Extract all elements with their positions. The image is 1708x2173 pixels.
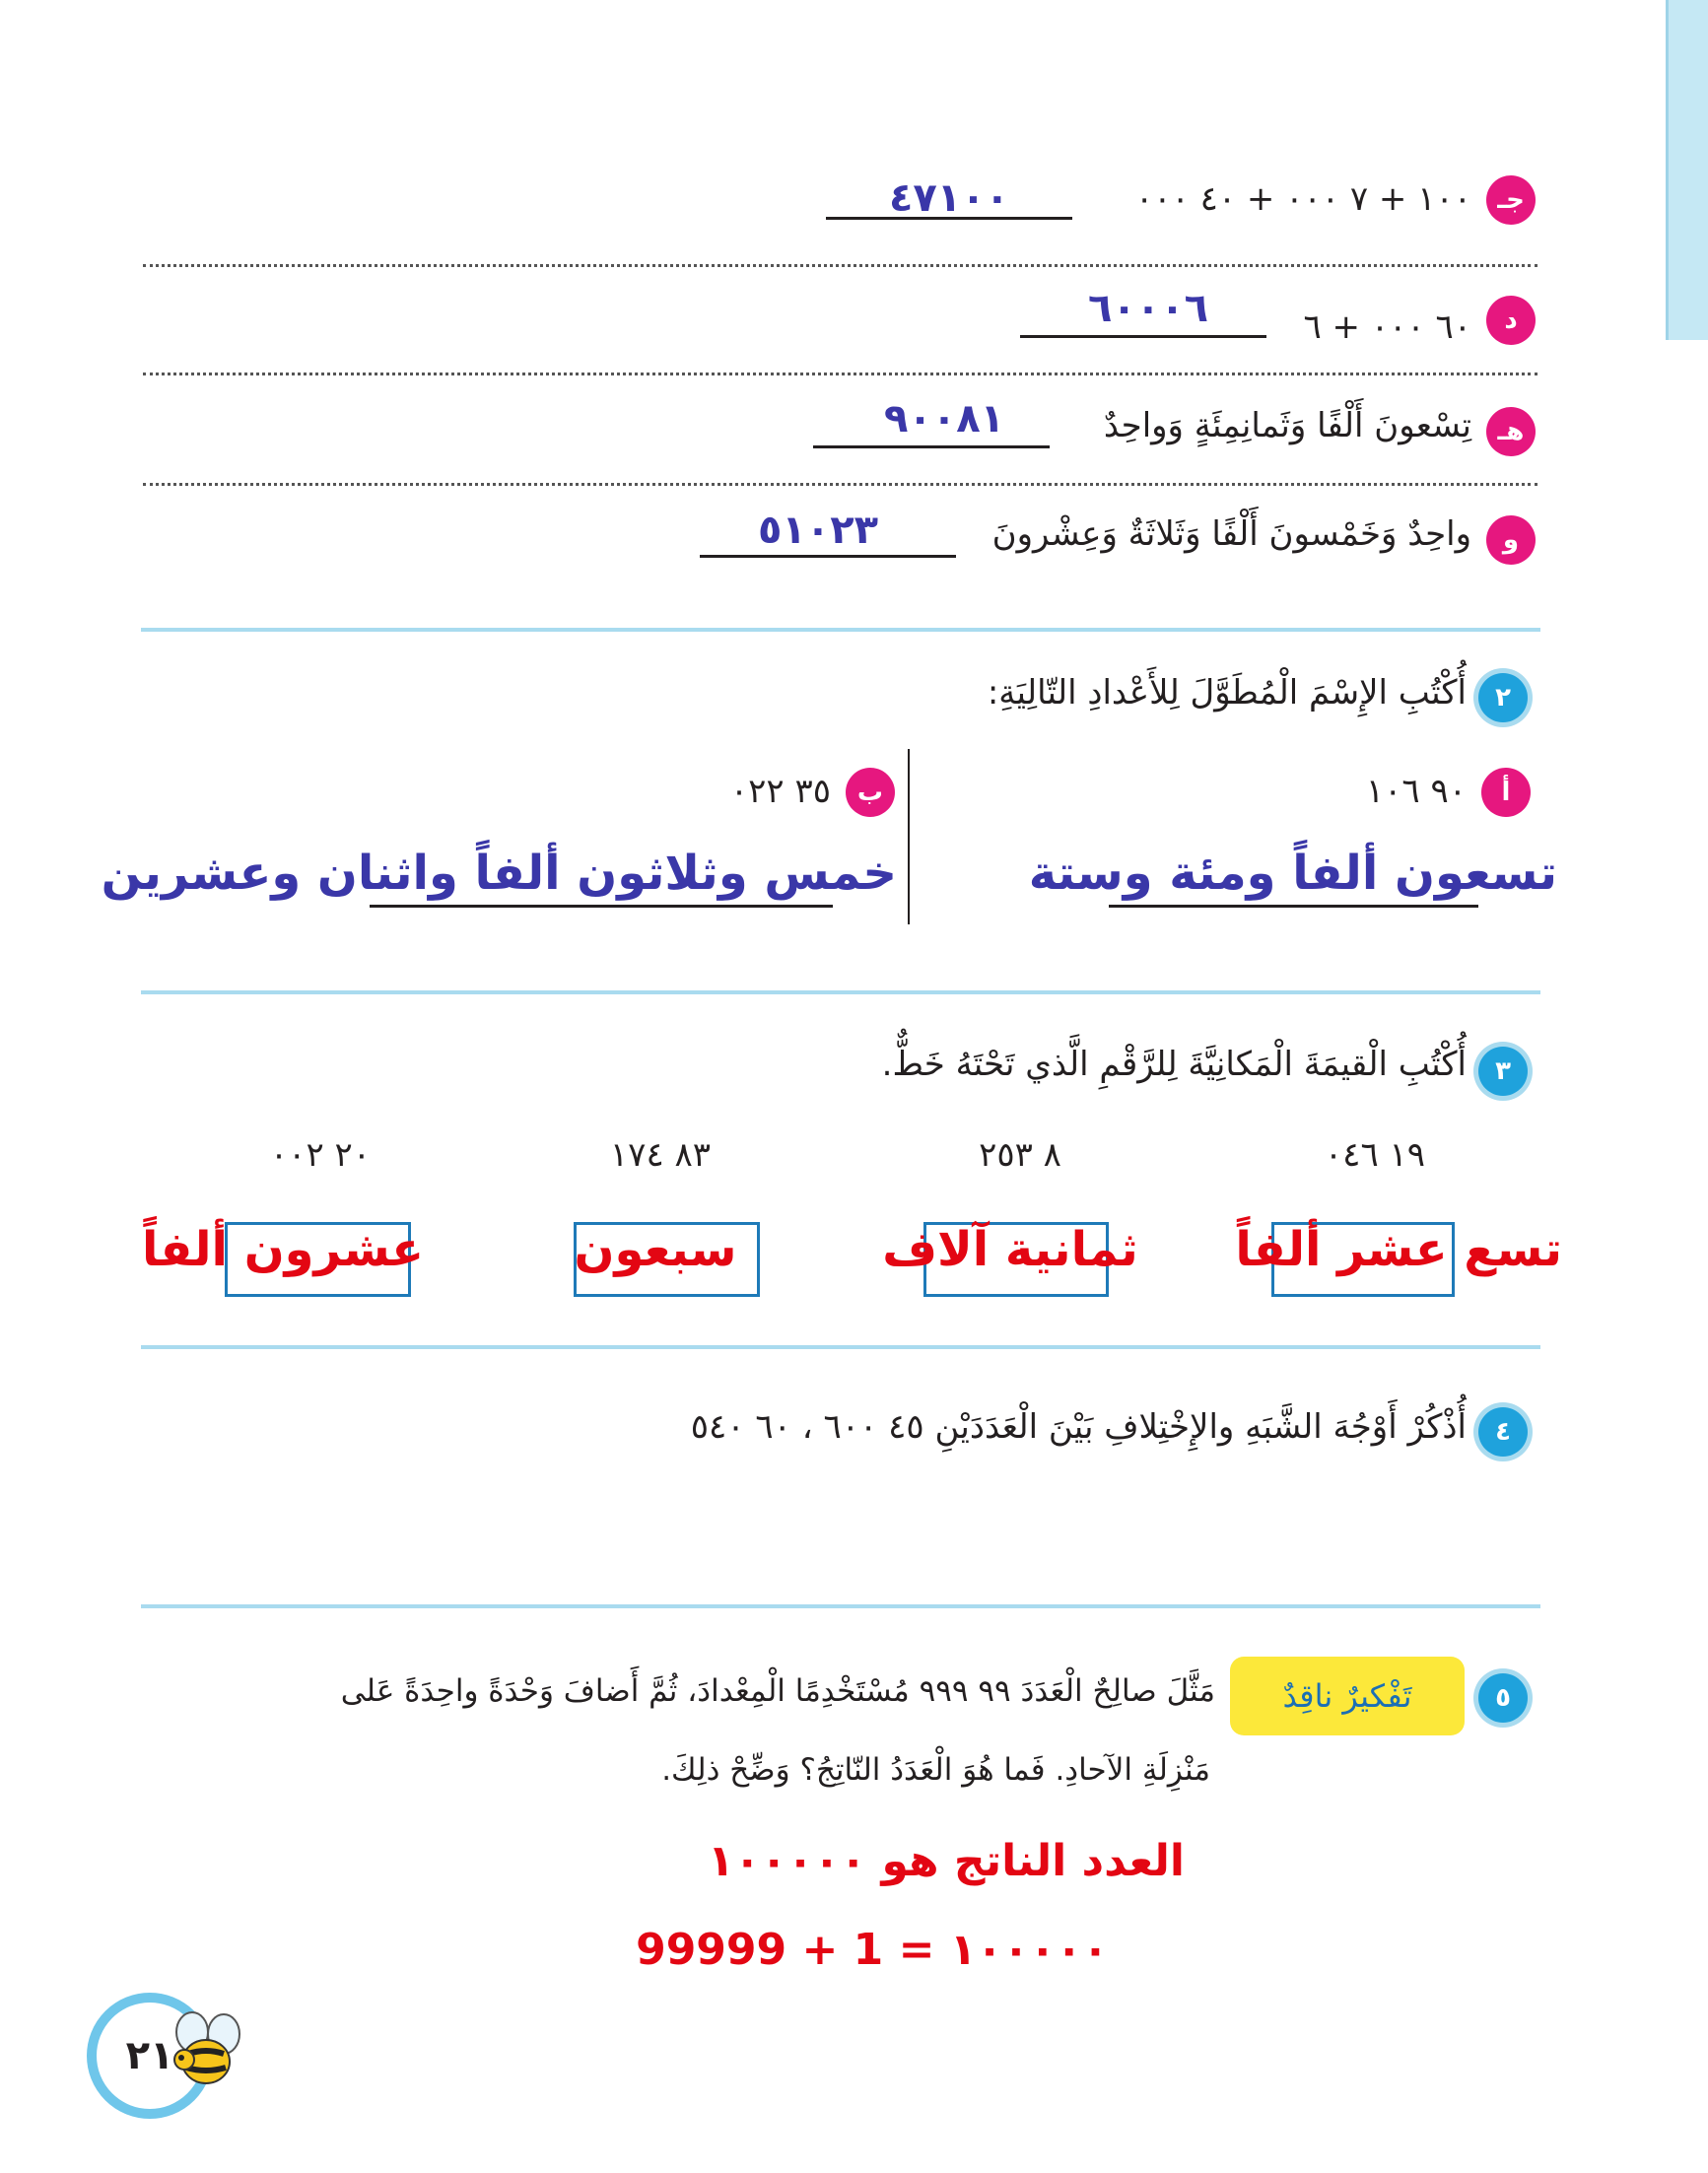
- exercise-2-prompt: أُكْتُبِ الإِسْمَ الْمُطَوَّلَ لِلأَعْدادِ التّالِيَةِ:: [987, 673, 1467, 713]
- exercise-4-prompt: أُذْكُرْ أَوْجُهَ الشَّبَهِ والإِخْتِلافِ بَيْنَ الْعَدَدَيْنِ ٤٥ ٦٠٠ ، ٦٠ ٥٤٠: [690, 1407, 1467, 1447]
- number-item-3: ٨٣ ١٧٤: [609, 1135, 712, 1175]
- section-divider: [141, 628, 1540, 632]
- part-a-answer-line: [1109, 905, 1478, 908]
- answer-item-4: عشرون ألفاً: [141, 1222, 424, 1277]
- answer-dal: ٦٠٠٠٦: [1087, 286, 1209, 331]
- item-badge-waw: و: [1486, 515, 1536, 565]
- number-item-2: ٨ ٢٥٣: [979, 1135, 1061, 1175]
- answer-waw: ٥١٠٢٣: [757, 508, 879, 553]
- expression-ha: تِسْعونَ أَلْفًا وَثَمانِمِئَةٍ وَواحِدٌ: [1103, 406, 1471, 445]
- number-item-1: ١٩ ٠٤٦: [1324, 1135, 1426, 1175]
- answer-item-1: تسع عشر ألفاً: [1235, 1222, 1562, 1277]
- page-edge-tab: [1666, 0, 1708, 340]
- item-badge-ha: هـ: [1486, 407, 1536, 456]
- dotted-separator: [143, 483, 1537, 486]
- exercise-5-answer-2: 99999 + 1 = ١٠٠٠٠٠: [636, 1925, 1109, 1975]
- expression-dal: ٦٠ ٠٠٠ + ٦: [1303, 307, 1471, 347]
- exercise-badge-3: ٣: [1478, 1047, 1528, 1096]
- part-a-number: ٩٠ ١٠٦: [1365, 772, 1467, 811]
- bee-icon: [163, 2010, 251, 2094]
- part-b-answer: خمس وثلاثون ألفاً واثنان وعشرين: [101, 846, 897, 901]
- item-badge-dal: د: [1486, 296, 1536, 345]
- exercise-badge-4: ٤: [1478, 1407, 1528, 1457]
- answer-line-waw: [700, 555, 956, 558]
- part-badge-a: أ: [1481, 768, 1531, 817]
- answer-line-dal: [1020, 335, 1266, 338]
- part-a-answer: تسعون ألفاً ومئة وستة: [1028, 846, 1557, 901]
- exercise-5-answer-1: العدد الناتج هو ١٠٠٠٠٠: [708, 1836, 1185, 1886]
- exercise-5-line-2: مَنْزِلَةِ الآحادِ. فَما هُوَ الْعَدَدُ النّاتِجُ؟ وَضِّحْ ذلِكَ.: [661, 1752, 1210, 1788]
- answer-item-2: ثمانية آلاف: [882, 1222, 1138, 1277]
- expression-waw: واحِدٌ وَخَمْسونَ أَلْفًا وَثَلاثَةٌ وَعِشْرونَ: [991, 514, 1471, 554]
- answer-line-jeem: [826, 217, 1072, 220]
- part-badge-b: ب: [846, 768, 895, 817]
- section-divider: [141, 990, 1540, 994]
- page-number: ٢١: [87, 1993, 213, 2119]
- expression-jeem: ١٠٠ + ٧ ٠٠٠ + ٤٠ ٠٠٠: [1134, 179, 1471, 219]
- answer-item-3: سبعون: [574, 1222, 737, 1277]
- answer-line-ha: [813, 445, 1050, 448]
- exercise-3-prompt: أُكْتُبِ الْقيمَةَ الْمَكانِيَّةَ لِلرَّقْمِ الَّذي تَحْتَهُ خَطٌّ.: [881, 1045, 1467, 1084]
- answer-jeem: ٤٧١٠٠: [888, 175, 1010, 221]
- part-b-answer-line: [370, 905, 833, 908]
- part-b-number: ٣٥ ٠٢٢: [729, 772, 831, 811]
- critical-thinking-tag: تَفْكيرٌ ناقِدٌ: [1230, 1657, 1465, 1735]
- exercise-badge-5: ٥: [1478, 1673, 1528, 1723]
- column-divider: [908, 749, 910, 924]
- section-divider: [141, 1345, 1540, 1349]
- exercise-5-line-1: مَثَّلَ صالِحٌ الْعَدَدَ ٩٩ ٩٩٩ مُسْتَخْدِمًا الْمِعْدادَ، ثُمَّ أَضافَ وَحْدَةً واحِدَةً عَلى: [340, 1673, 1215, 1709]
- exercise-badge-2: ٢: [1478, 673, 1528, 722]
- item-badge-jeem: جـ: [1486, 175, 1536, 225]
- answer-ha: ٩٠٠٨١: [883, 396, 1005, 441]
- dotted-separator: [143, 264, 1537, 267]
- section-divider: [141, 1604, 1540, 1608]
- number-item-4: ٢٠ ٠٠٢: [269, 1135, 372, 1175]
- dotted-separator: [143, 373, 1537, 375]
